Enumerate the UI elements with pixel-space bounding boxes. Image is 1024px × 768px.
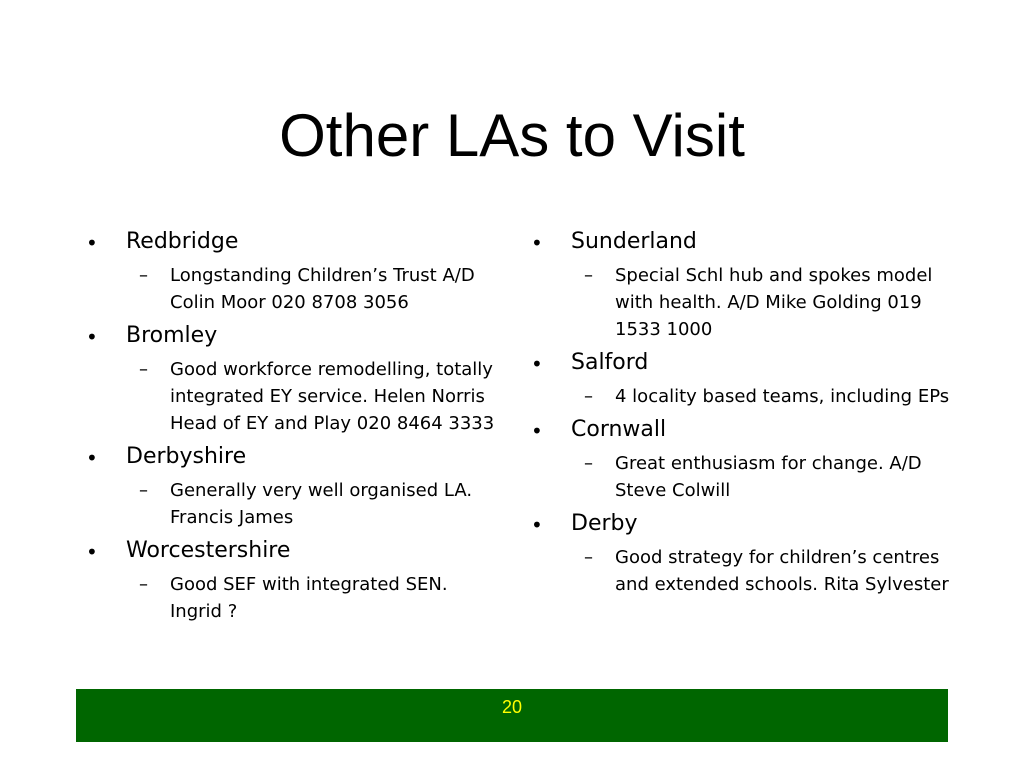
left-column — [86, 228, 506, 631]
bullet-icon: • — [86, 231, 98, 255]
dash-icon: – — [584, 453, 593, 474]
bullet-icon: • — [531, 231, 543, 255]
dash-icon: – — [139, 574, 148, 595]
la-detail — [126, 571, 506, 625]
la-item-bromley — [86, 322, 506, 437]
dash-icon: – — [584, 386, 593, 407]
la-detail — [571, 450, 971, 504]
bullet-icon: • — [86, 540, 98, 564]
la-name: Derby — [571, 511, 638, 536]
la-item-sunderland — [531, 228, 971, 343]
la-item-cornwall — [531, 416, 971, 504]
la-detail-text: Good strategy for children’s centres and extended schools. Rita Sylvester — [615, 547, 949, 595]
bullet-icon: • — [531, 513, 543, 537]
la-item-salford — [531, 349, 971, 410]
la-detail — [126, 477, 506, 531]
la-name: Cornwall — [571, 417, 667, 442]
la-detail-text: 4 locality based teams, including EPs — [615, 386, 950, 407]
la-name: Derbyshire — [126, 444, 247, 469]
la-detail-text: Good SEF with integrated SEN. Ingrid ? — [170, 574, 448, 622]
page-number: 20 — [501, 697, 523, 717]
la-detail — [571, 544, 971, 598]
la-item-redbridge — [86, 228, 506, 316]
dash-icon: – — [584, 547, 593, 568]
footer-bar — [76, 689, 948, 742]
la-detail-text: Good workforce remodelling, totally integrated EY service. Helen Norris Head of EY and Play 020 8464 3333 — [170, 359, 495, 434]
la-detail-text: Generally very well organised LA. Francis James — [170, 480, 473, 528]
la-item-derby — [531, 510, 971, 598]
la-detail-text: Longstanding Children’s Trust A/D Colin Moor 020 8708 3056 — [170, 265, 475, 313]
dash-icon: – — [139, 359, 148, 380]
la-name: Salford — [571, 350, 649, 375]
bullet-icon: • — [86, 325, 98, 349]
right-column — [531, 228, 971, 604]
la-detail — [126, 262, 506, 316]
la-detail — [126, 356, 506, 437]
dash-icon: – — [584, 265, 593, 286]
la-name: Worcestershire — [126, 538, 291, 563]
dash-icon: – — [139, 265, 148, 286]
la-detail-text: Great enthusiasm for change. A/D Steve Colwill — [615, 453, 922, 501]
bullet-icon: • — [531, 419, 543, 443]
la-name: Bromley — [126, 323, 218, 348]
la-name: Redbridge — [126, 229, 239, 254]
la-name: Sunderland — [571, 229, 697, 254]
dash-icon: – — [139, 480, 148, 501]
la-detail-text: Special Schl hub and spokes model with health. A/D Mike Golding 019 1533 1000 — [615, 265, 933, 340]
bullet-icon: • — [86, 446, 98, 470]
la-item-worcestershire — [86, 537, 506, 625]
la-detail — [571, 262, 971, 343]
la-item-derbyshire — [86, 443, 506, 531]
slide-title: Other LAs to Visit — [279, 102, 745, 169]
la-detail — [571, 383, 971, 410]
bullet-icon: • — [531, 352, 543, 376]
